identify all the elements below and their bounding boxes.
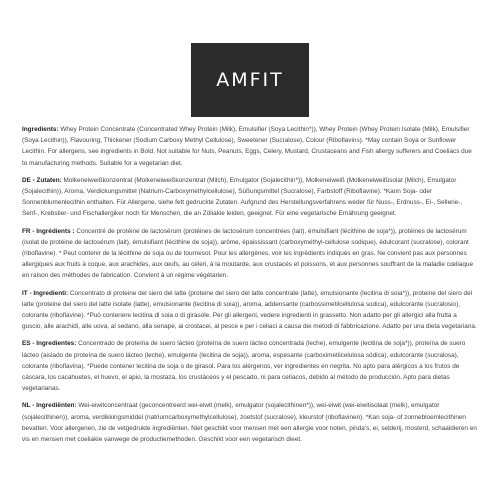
paragraph-label: ES - Ingredientes:	[22, 340, 77, 348]
paragraph-label: FR - Ingrédients :	[22, 227, 75, 235]
paragraph-body: Concentrado de proteína de suero lácteo (proteína de suero lácteo concentrada (leche), emulgente (lecitina de soja*)), proteína de suero lácteo (aislado de proteína de suero lácteo (leche), emulgente (lecitina de soja)), aroma, espesante (carboximetilcelulosa sódica), edulcorante (sucralosa), colorante (riboflavina). *Puede contener lecitina de soja o de girasol. Para los alérgenos, ver ingredientes en negrita. No apto para alérgicos a los frutos de cáscara, los cacahuetes, el huevo, el apio, la mostaza, los crustáceos y el pescado, ni para celíacos, debido al método de producción. Apto para dietas vegetarianas.	[22, 340, 466, 393]
paragraph-body: Concentrato di proteine del siero del latte (proteine del siero del latte concentrate (latte), emulsionante (lecitina di soia*)), proteine del siero del latte (proteine del siero del latte isolate (latte), emulsionante (lecitina di soia)), aroma, addensante (carbossimetilcellulosa sodica), edulcorante (sucralosio), colorante (riboflavine). *Può contenere lecitina di soia o di girasole. Per gli allergeni, vedere ingredienti in grassetto. Non adatto per gli allergici alla frutta a guscio, alle arachidi, alle uova, al sedano, alla senape, ai crostacei, al pesce e per i celiaci a causa dei metodi di fabbricazione. Adatto per una dieta vegetariana.	[22, 289, 477, 331]
ingredients-text	[22, 124, 478, 451]
paragraph-label: DE - Zutaten:	[22, 176, 62, 184]
ingredients-en	[22, 124, 478, 169]
paragraph-label: Ingredients:	[22, 126, 59, 133]
ingredients-nl	[22, 400, 478, 445]
paragraph-label: NL - Ingrediënten:	[22, 402, 77, 410]
ingredients-it	[22, 288, 478, 333]
ingredients-fr	[22, 226, 478, 282]
paragraph-label: IT - Ingredienti:	[22, 289, 69, 297]
brand-logo	[191, 43, 309, 117]
ingredients-es	[22, 338, 478, 394]
paragraph-body: Molkeneiweißkonzentrat (Molkeneiweißkonzentrat (Milch), Emulgator (Sojalecithin*)), Molkeneiweiß (Molkeneiweißisolat (Milch), Emulgator (Sojalecithin)), Aroma, Verdickungsmittel (Natrium-Carboxymethylcellulose), Süßungsmittel (Sucralose), Farbstoff (Riboflavine). *Kann Soja- oder Sonnenblumenlecithin enthalten. Für Allergene, siehe fett gedruckte Zutaten. Aufgrund des Herstellungsverfahrens weder für Nuss-, Erdnuss-, Ei-, Sellerie-, Senf-, Krebstier- und Fischallergiker noch für Menschen, die an Zöliakie leiden, geeignet. Für eine vegetarische Ernährung geeignet.	[22, 176, 463, 218]
ingredients-de	[22, 175, 478, 220]
paragraph-body: Whey Protein Concentrate (Concentrated Whey Protein (Milk), Emulsifier (Soya Lecithin*)), Whey Protein (Whey Protein Isolate (Milk), Emulsifier (Soya Lecithin)), Flavouring, Thickener (Sodium Carboxy Methyl Cellulose), Sweetener (Sucralose), Colour (Riboflavins). *May contain Soya or Sunflower Lecithin. For allergens, see ingredients in Bold. Not suitable for Nuts, Peanuts, Eggs, Celery, Mustard, Crustaceans and Fish allergy sufferers and Coeliacs due to manufacturing methods. Suitable for a vegetarian diet.	[22, 126, 472, 167]
paragraph-body: Wei-eiwitconcentraat (geconcentreerd wei-eiwit (melk), emulgator (sojalecithinen*)), wei-eiwit (wei-eiwitisolaat (melk), emulgator (sojalecithinen)), aroma, verdikkingsmiddel (natriumcarboxymethylcellulose), zoetstof (sucralose), kleurstof (riboflavinen). *Kan soja- of zonnebloemlecithinen bevatten. Voor allergenen, zie de vetgedrukte ingrediënten. Niet geschikt voor mensen met een allergie voor noten, pinda's, ei, selderij, mosterd, schaaldieren en vis en mensen met coeliakie vanwege de productiemethoden. Geschikt voor een vegetarisch dieet.	[22, 402, 477, 444]
brand-logo-text: AMFIT	[216, 69, 284, 91]
paragraph-body: Concentré de protéine de lactosérum (protéines de lactosérum concentrées (lait), émulsifiant (lécithine de soja*)), protéines de lactosérum (isolat de protéine de lactosérum (lait), émulsifiant (lécithine de soja)), arôme, épaississant (carboxyméthyl-cellulose sodique), édulcorant (sucralose), colorant (riboflavine). * Peut contenir de la lécithine de soja ou de tournesol. Pour les allergènes, voir les ingrédients indiqués en gras. Ne convient pas aux personnes allergiques aux fruits à coque, aux arachides, aux œufs, au céleri, à la moutarde, aux crustacés et poissons, et aux personnes souffrant de la maladie cœliaque en raison des méthodes de fabrication. Convient à un régime végétarien.	[22, 227, 474, 280]
